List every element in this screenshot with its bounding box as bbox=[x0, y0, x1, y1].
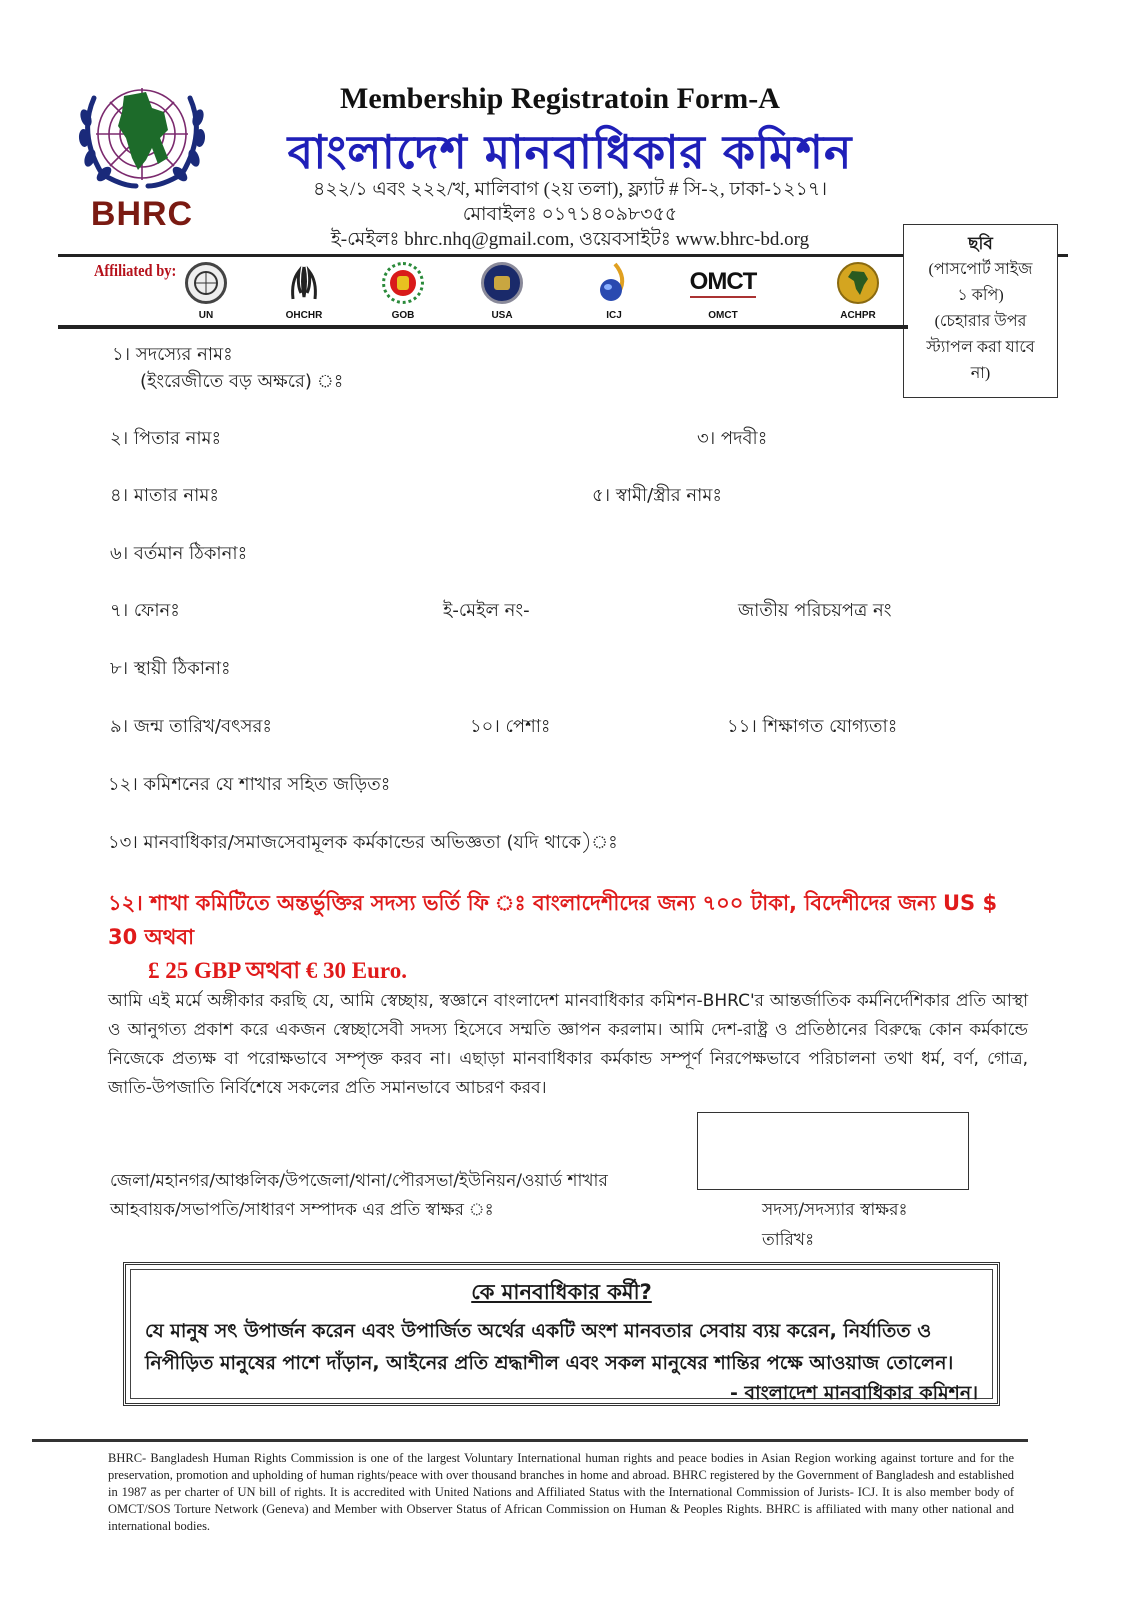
field-mother-name: ৪। মাতার নামঃ bbox=[110, 485, 219, 506]
affiliation-label: UN bbox=[198, 310, 214, 321]
achpr-africa-icon bbox=[837, 262, 879, 304]
photo-instruction-1: (পাসপোর্ট সাইজ bbox=[928, 261, 1033, 278]
affiliation-label: GOB bbox=[391, 310, 415, 321]
human-rights-worker-box bbox=[123, 1262, 1000, 1406]
photo-title: ছবি bbox=[968, 234, 993, 253]
member-signature-box bbox=[697, 1112, 969, 1190]
contact-line: ই-মেইলঃ bhrc.nhq@gmail.com, ওয়েবসাইটঃ www.bhrc-bd.org bbox=[330, 229, 810, 250]
ohchr-hands-icon bbox=[283, 262, 325, 304]
photo-instruction-5: না) bbox=[970, 365, 991, 382]
fee-line-1: ১২। শাখা কমিটিতে অন্তর্ভুক্তির সদস্য ভর্তি ফি ঃ বাংলাদেশীদের জন্য ৭০০ টাকা, বিদেশীদের জন্য US $ 30 অথবা bbox=[108, 891, 998, 949]
field-spouse-name: ৫। স্বামী/স্ত্রীর নামঃ bbox=[592, 485, 722, 506]
quote-signature: - বাংলাদেশ মানবাধিকার কমিশন। bbox=[730, 1382, 978, 1404]
branch-signature-line-2: আহবায়ক/সভাপতি/সাধারণ সম্পাদক এর প্রতি স্বাক্ষর ঃ bbox=[110, 1200, 494, 1220]
quote-body: যে মানুষ সৎ উপার্জন করেন এবং উপার্জিত অর্থের একটি অংশ মানবতার সেবায় ব্যয় করেন, নির্যাতিত ও নিপীড়িত মানুষের পাশে দাঁড়ান, আইনের প্রতি শ্রদ্ধাশীল এবং সকল মানুষের শান্তির পক্ষে আওয়াজ তোলেন। bbox=[145, 1320, 954, 1374]
membership-fee-notice bbox=[108, 886, 1028, 988]
field-member-name: ১। সদস্যের নামঃ bbox=[112, 344, 233, 365]
bhrc-logo bbox=[72, 78, 212, 238]
footer-about-bhrc: BHRC- Bangladesh Human Rights Commission is one of the largest Voluntary International human rights and peace bodies in Asian Region working against torture and for the preservation, promotion and upholding of human rights/peace with over thousand branches in home and abroad. BHRC registered by the Government of Bangladesh and established in 1987 as per charter of UN bill of rights. It is accredited with United Nations and Affiliated Status with the International Commission of Jurists- ICJ. It is also member body of OMCT/SOS Torture Network (Geneva) and Member with Observer Status of African Commission on Human & Peoples Rights. BHRC is affiliated with many other national and international bodies. bbox=[108, 1451, 1014, 1533]
affiliation-divider bbox=[58, 325, 908, 329]
quote-inner bbox=[130, 1269, 993, 1404]
gob-emblem-icon bbox=[382, 262, 424, 304]
affiliation-label: OHCHR bbox=[285, 310, 323, 321]
field-birth-date: ৯। জন্ম তারিখ/বৎসরঃ bbox=[110, 716, 272, 737]
affiliation-ohchr bbox=[274, 262, 334, 321]
field-experience: ১৩। মানবাধিকার/সমাজসেবামূলক কর্মকান্ডের অভিজ্ঞতা (যদি থাকে)ঃ bbox=[108, 832, 618, 853]
affiliation-label: ICJ bbox=[606, 310, 622, 321]
affiliation-achpr bbox=[828, 262, 888, 321]
un-emblem-icon bbox=[185, 262, 227, 304]
form-title: Membership Registratoin Form-A bbox=[340, 82, 780, 115]
photo-instruction-3: (চেহারার উপর bbox=[934, 313, 1027, 330]
field-branch: ১২। কমিশনের যে শাখার সহিত জড়িতঃ bbox=[108, 774, 391, 795]
affiliation-label: ACHPR bbox=[840, 310, 876, 321]
field-education: ১১। শিক্ষাগত যোগ্যতাঃ bbox=[727, 716, 898, 737]
affiliation-icj bbox=[584, 262, 644, 321]
mobile-line: মোবাইলঃ ০১৭১৪০৯৮৩৫৫ bbox=[462, 204, 678, 225]
organization-name: বাংলাদেশ মানবাধিকার কমিশন bbox=[287, 125, 853, 179]
date-label: তারিখঃ bbox=[762, 1230, 815, 1250]
field-member-name-hint: (ইংরেজীতে বড় অক্ষরে) ঃ bbox=[140, 371, 344, 392]
affiliation-un bbox=[176, 262, 236, 321]
field-father-name: ২। পিতার নামঃ bbox=[110, 428, 222, 449]
field-phone: ৭। ফোনঃ bbox=[110, 600, 180, 621]
logo-text: BHRC bbox=[90, 195, 194, 233]
usa-seal-icon bbox=[481, 262, 523, 304]
address-line: ৪২২/১ এবং ২২২/খ, মালিবাগ (২য় তলা), ফ্ল্যাট # সি-২, ঢাকা-১২১৭। bbox=[312, 179, 827, 200]
omct-logo-icon: OMCT bbox=[693, 262, 753, 304]
photo-instruction-4: স্ট্যাপল করা যাবে bbox=[926, 339, 1035, 356]
header-divider bbox=[58, 254, 908, 257]
field-occupation: ১০। পেশাঃ bbox=[470, 716, 551, 737]
quote-title: কে মানবাধিকার কর্মী? bbox=[471, 1280, 652, 1304]
affiliation-gob bbox=[373, 262, 433, 321]
affiliation-label: USA bbox=[491, 310, 513, 321]
member-signature-label: সদস্য/সদস্যার স্বাক্ষরঃ bbox=[762, 1200, 908, 1220]
photo-placeholder bbox=[903, 224, 1058, 398]
affiliation-usa bbox=[472, 262, 532, 321]
bhrc-emblem-icon bbox=[72, 78, 212, 193]
fee-line-2: £ 25 GBP অথবা € 30 Euro. bbox=[148, 958, 407, 983]
affiliated-label: Affiliated by: bbox=[94, 261, 177, 280]
photo-instruction-2: ১ কপি) bbox=[957, 287, 1004, 304]
field-permanent-address: ৮। স্থায়ী ঠিকানাঃ bbox=[110, 658, 231, 679]
field-present-address: ৬। বর্তমান ঠিকানাঃ bbox=[110, 543, 248, 564]
field-title: ৩। পদবীঃ bbox=[697, 428, 768, 449]
affiliation-omct bbox=[690, 262, 756, 321]
pledge-paragraph: আমি এই মর্মে অঙ্গীকার করছি যে, আমি স্বেচ্ছায়, স্বজ্ঞানে বাংলাদেশ মানবাধিকার কমিশন-BHRC'র আন্তর্জাতিক কর্মনির্দেশিকার প্রতি আস্থা ও আনুগত্য প্রকাশ করে একজন স্বেচ্ছাসেবী সদস্য হিসেবে সম্মতি জ্ঞাপন করলাম। আমি দেশ-রাষ্ট্র ও প্রতিষ্ঠানের বিরুদ্ধে কোন কর্মকান্ডে নিজেকে প্রত্যক্ষ বা পরোক্ষভাবে সম্পৃক্ত করব না। এছাড়া মানবাধিকার কর্মকান্ড সম্পূর্ণ নিরপেক্ষভাবে পরিচালনা তথা ধর্ম, বর্ণ, গোত্র, জাতি-উপজাতি নির্বিশেষে সকলের প্রতি সমানভাবে আচরণ করব। bbox=[108, 991, 1028, 1098]
branch-signature-line-1: জেলা/মহানগর/আঞ্চলিক/উপজেলা/থানা/পৌরসভা/ইউনিয়ন/ওয়ার্ড শাখার bbox=[110, 1171, 608, 1191]
field-email: ই-মেইল নং- bbox=[443, 600, 530, 621]
footer-divider bbox=[32, 1439, 1028, 1442]
field-national-id: জাতীয় পরিচয়পত্র নং bbox=[738, 600, 892, 621]
icj-globe-icon bbox=[593, 262, 635, 304]
affiliation-label: OMCT bbox=[708, 310, 738, 321]
